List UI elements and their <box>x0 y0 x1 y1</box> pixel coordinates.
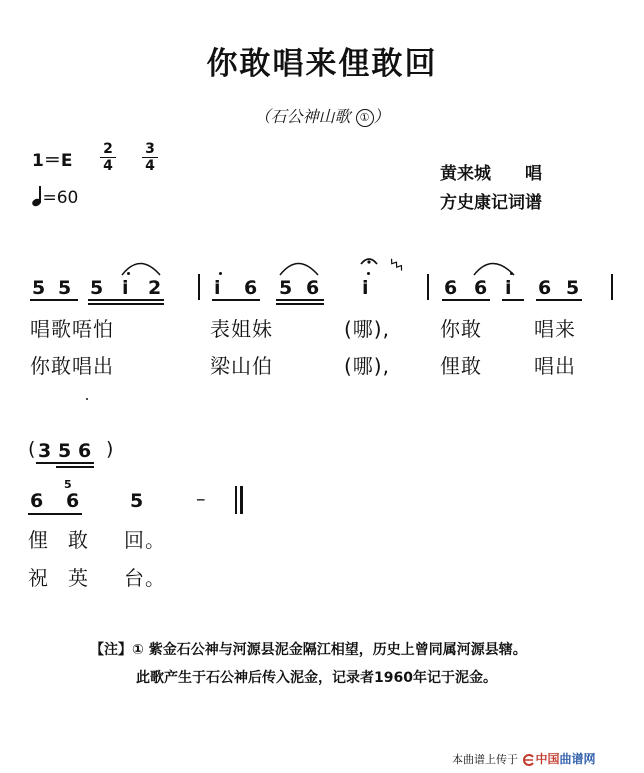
lyric: 敢 <box>68 528 89 552</box>
beam-line <box>56 466 94 468</box>
note: 3 <box>38 440 52 462</box>
footnote-ref: ① <box>356 109 374 127</box>
e-logo-icon <box>522 754 536 766</box>
lyric: 俚 <box>28 528 49 552</box>
subtitle-open: （ <box>254 107 271 126</box>
final-barline-thick <box>240 486 243 514</box>
note: 6 <box>474 277 488 299</box>
note: 6 <box>66 490 80 512</box>
singer-credit: 黄来城 唱 <box>440 164 542 184</box>
subtitle-text: 石公神山歌 <box>270 107 351 126</box>
grace-note: 5 <box>64 478 72 491</box>
slur <box>122 264 160 276</box>
note: 5 <box>32 277 46 299</box>
footnote <box>90 636 527 692</box>
lyric: 表姐妹 <box>210 317 273 341</box>
lyric: 台。 <box>124 566 166 590</box>
note: i <box>214 277 221 299</box>
trill-icon <box>389 259 404 271</box>
paren-open: ( <box>28 438 36 460</box>
time-sig-numerator: 3 <box>142 141 158 158</box>
lyric: 俚敢 <box>440 354 482 378</box>
note: 5 <box>279 277 293 299</box>
lyric: 英 <box>68 566 89 590</box>
note: 6 <box>444 277 458 299</box>
subtitle-close: ） <box>373 107 390 126</box>
lyric: (哪), <box>344 354 390 378</box>
note: 5 <box>566 277 580 299</box>
note: 6 <box>538 277 552 299</box>
paren-close: ) <box>106 438 114 460</box>
page-title: 你敢唱来俚敢回 <box>206 46 438 82</box>
note: 2 <box>148 277 162 299</box>
footnote-line-1: 紫金石公神与河源县泥金隔江相望，历史上曾同属河源县辖。 <box>148 642 527 658</box>
note: 6 <box>306 277 320 299</box>
lyric: 回。 <box>124 528 166 552</box>
lyric: 唱歌唔怕 <box>30 317 114 341</box>
slur <box>280 264 318 276</box>
note: i <box>362 277 369 299</box>
note: 6 <box>30 490 44 512</box>
footnote-line-2: 此歌产生于石公神后传入泥金，记录者1960年记于泥金。 <box>136 670 497 686</box>
dash-note: – <box>196 488 206 510</box>
recorder-credit: 方史康记词谱 <box>440 193 542 213</box>
footer-brand-b: 曲谱网 <box>559 752 596 766</box>
footer <box>452 750 596 767</box>
lyric: 梁山伯 <box>210 354 273 378</box>
note: 5 <box>58 277 72 299</box>
lyric: 祝 <box>28 566 49 590</box>
note: i <box>505 277 512 299</box>
note: 6 <box>78 440 92 462</box>
slur <box>474 264 514 276</box>
final-barline <box>235 486 237 514</box>
note: 5 <box>90 277 104 299</box>
footer-brand-a: 中国 <box>535 752 560 766</box>
time-sig-denominator: 4 <box>103 158 113 174</box>
lyric: 你敢唱出 <box>30 354 114 378</box>
lyric: 你敢 <box>440 317 482 341</box>
footnote-label: 【注】① <box>90 642 144 658</box>
fermata-dot <box>367 260 370 263</box>
lyric: 唱出 <box>534 354 576 378</box>
lyric: 唱来 <box>534 317 576 341</box>
footer-text: 本曲谱上传于 <box>452 753 518 766</box>
stray-dot <box>86 398 88 400</box>
note: 5 <box>130 490 144 512</box>
beam-line <box>28 513 82 515</box>
note: i <box>122 277 129 299</box>
note: 6 <box>244 277 258 299</box>
time-sig-numerator: 2 <box>100 141 116 158</box>
note: 5 <box>58 440 72 462</box>
lyric: (哪), <box>344 317 390 341</box>
beam-line <box>36 462 94 464</box>
tempo-value: =60 <box>42 188 79 208</box>
key-signature: 1＝E <box>32 151 73 171</box>
time-sig-denominator: 4 <box>145 158 155 174</box>
